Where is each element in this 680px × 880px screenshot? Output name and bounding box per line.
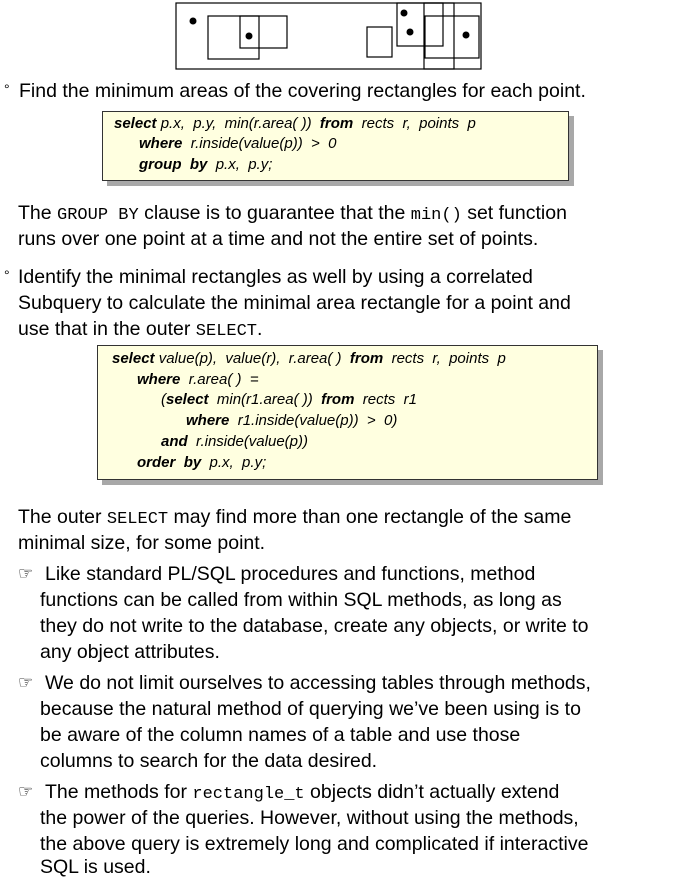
- hand1-line2: functions can be called from within SQL methods, as long as: [40, 589, 562, 611]
- para2-line2: minimal size, for some point.: [18, 532, 266, 554]
- point-1: [190, 18, 197, 25]
- hand1-line4: any object attributes.: [40, 641, 220, 663]
- code2-line1: select value(p), value(r), r.area( ) from rects r, points p: [112, 350, 506, 367]
- code2-line4: where r1.inside(value(p)) > 0): [186, 412, 398, 429]
- rect-c: [367, 27, 392, 57]
- code1-line3: group by p.x, p.y;: [139, 156, 273, 173]
- hand3-line1: The methods for rectangle_t objects didn’t actually extend: [45, 781, 560, 804]
- bullet2-line1: Identify the minimal rectangles as well by using a correlated: [18, 266, 533, 288]
- hand3-line4: SQL is used.: [40, 856, 151, 878]
- bullet2-line3: use that in the outer SELECT.: [18, 318, 263, 341]
- rect-e: [425, 16, 479, 58]
- hand1-line1: Like standard PL/SQL procedures and functions, method: [45, 563, 536, 585]
- bullet-marker: °: [4, 267, 10, 283]
- point-3: [401, 10, 408, 17]
- para1-line2: runs over one point at a time and not the entire set of points.: [18, 228, 539, 250]
- hand2-line2: because the natural method of querying we’ve been using is to: [40, 698, 581, 720]
- bullet1-text: Find the minimum areas of the covering rectangles for each point.: [19, 80, 586, 102]
- para2-line1: The outer SELECT may find more than one rectangle of the same: [18, 506, 572, 529]
- bullet-marker: °: [4, 81, 10, 97]
- point-4: [407, 29, 414, 36]
- pointing-hand-icon: ☞: [18, 564, 34, 583]
- code2-line6: order by p.x, p.y;: [137, 454, 267, 471]
- hand2-line3: be aware of the column names of a table and use those: [40, 724, 521, 746]
- code2-line3: (select min(r1.area( )) from rects r1: [161, 391, 417, 408]
- pointing-hand-icon: ☞: [18, 673, 34, 692]
- code2-line2: where r.area( ) =: [137, 371, 259, 388]
- hand2-line4: columns to search for the data desired.: [40, 750, 378, 772]
- point-5: [463, 32, 470, 39]
- hand3-line2: the power of the queries. However, without using the methods,: [40, 807, 579, 829]
- code1-line2: where r.inside(value(p)) > 0: [139, 135, 337, 152]
- rectangles-points-figure: [0, 0, 680, 80]
- hand1-line3: they do not write to the database, create any objects, or write to: [40, 615, 589, 637]
- rect-b: [240, 16, 287, 48]
- code-box-1: [102, 111, 569, 181]
- hand3-line3: the above query is extremely long and complicated if interactive: [40, 833, 589, 855]
- code2-line5: and r.inside(value(p)): [161, 433, 308, 450]
- point-2: [246, 33, 253, 40]
- code1-line1: select p.x, p.y, min(r.area( )) from rects r, points p: [114, 115, 476, 132]
- bullet2-line2: Subquery to calculate the minimal area rectangle for a point and: [18, 292, 571, 314]
- rect-d: [397, 3, 443, 46]
- rect-f: [424, 3, 454, 69]
- para1-line1: The GROUP BY clause is to guarantee that the min() set function: [18, 202, 567, 225]
- hand2-line1: We do not limit ourselves to accessing tables through methods,: [45, 672, 591, 694]
- pointing-hand-icon: ☞: [18, 782, 34, 801]
- code-box-2: [97, 345, 598, 480]
